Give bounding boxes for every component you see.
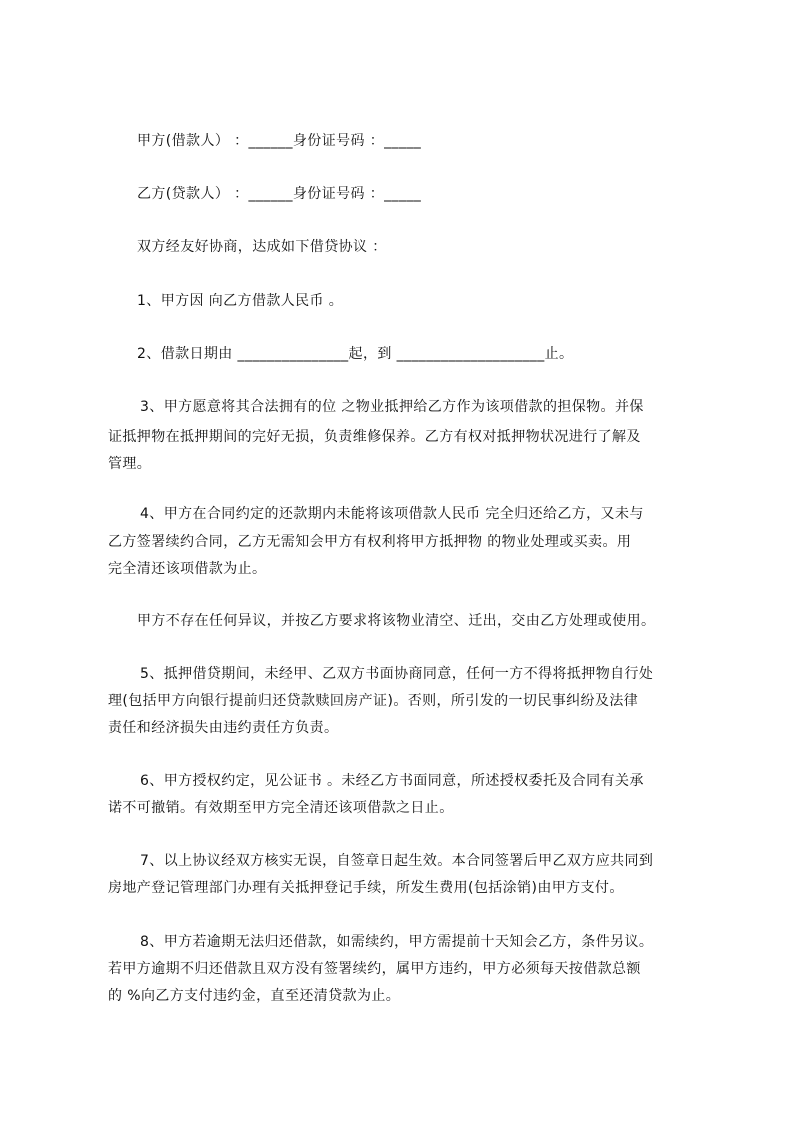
clause-4-line-3: 完全清还该项借款为止。 (108, 561, 267, 577)
clause-6-line-1: 6、甲方授权约定，见公证书 。未经乙方书面同意，所述授权委托及合同有关承 (140, 773, 644, 789)
clause-4-continuation: 甲方不存在任何异议，并按乙方要求将该物业清空、迁出，交由乙方处理或使用。 (137, 613, 656, 629)
clause-7-line-2: 房地产登记管理部门办理有关抵押登记手续，所发生费用(包括涂销)由甲方支付。 (108, 880, 624, 896)
clause-1: 1、甲方因 向乙方借款人民币 。 (137, 293, 344, 309)
clause-4-line-2: 乙方签署续约合同，乙方无需知会甲方有权利将甲方抵押物 的物业处理或买卖。用 (108, 534, 632, 550)
clause-5-line-3: 责任和经济损失由违约责任方负责。 (108, 720, 339, 736)
clause-3-line-1: 3、甲方愿意将其合法拥有的位 之物业抵押给乙方作为该项借款的担保物。并保 (140, 399, 644, 415)
agreement-intro: 双方经友好协商，达成如下借贷协议 ： (137, 239, 387, 255)
clause-8-line-3: 的 %向乙方支付违约金，直至还清贷款为止。 (108, 988, 401, 1004)
clause-5-line-1: 5、抵押借贷期间，未经甲、乙双方书面协商同意，任何一方不得将抵押物自行处 (140, 666, 654, 682)
clause-5-line-2: 理(包括甲方向银行提前归还贷款赎回房产证)。否则，所引发的一切民事纠纷及法律 (108, 693, 639, 709)
party-b-line: 乙方(贷款人） ：______身份证号码 ：_____ (137, 186, 422, 202)
clause-2: 2、借款日期由 _______________起，到 ____________________止。 (137, 346, 574, 362)
clause-3-line-2: 证抵押物在抵押期间的完好无损，负责维修保养。乙方有权对抵押物状况进行了解及 (108, 429, 641, 445)
clause-6-line-2: 诺不可撤销。有效期至甲方完全清还该项借款之日止。 (108, 800, 454, 816)
clause-4-line-1: 4、甲方在合同约定的还款期内未能将该项借款人民币 完全归还给乙方，又未与 (140, 506, 644, 522)
clause-8-line-2: 若甲方逾期不归还借款且双方没有签署续约，属甲方违约，甲方必须每天按借款总额 (108, 961, 641, 977)
clause-7-line-1: 7、以上协议经双方核实无误，自签章日起生效。本合同签署后甲乙双方应共同到 (140, 853, 654, 869)
clause-8-line-1: 8、甲方若逾期无法归还借款，如需续约，甲方需提前十天知会乙方，条件另议。 (140, 934, 654, 950)
party-a-line: 甲方(借款人） ：______身份证号码 ：_____ (137, 133, 422, 149)
clause-3-line-3: 管理。 (108, 456, 152, 472)
